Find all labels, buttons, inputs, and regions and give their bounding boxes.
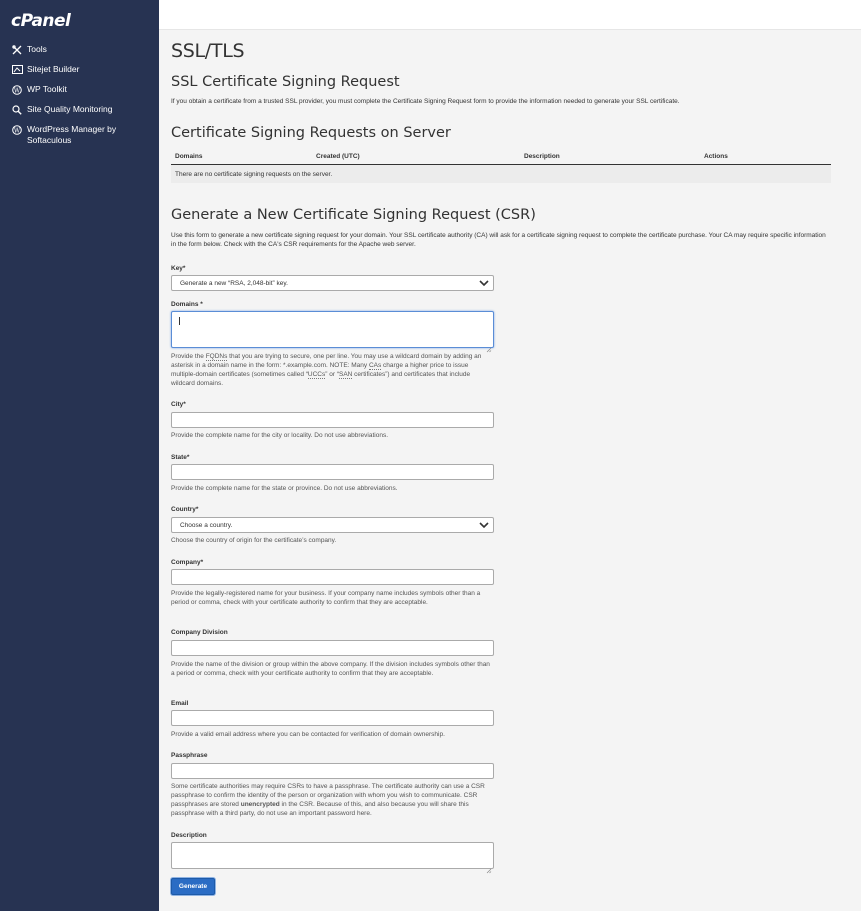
country-select[interactable]	[171, 517, 494, 533]
city-input[interactable]	[171, 412, 494, 428]
sidebar-item-tools[interactable]	[0, 44, 159, 55]
abbr-san: SAN	[338, 371, 353, 378]
domains-help	[171, 352, 494, 388]
sidebar-item-site-quality[interactable]	[0, 104, 159, 115]
email-label: Email	[171, 700, 189, 707]
generate-csr-heading: Generate a New Certificate Signing Request (CSR)	[171, 207, 536, 223]
sidebar-item-label: WordPress Manager by Softaculous	[27, 124, 117, 145]
abbr-fqdn: FQDNs	[205, 353, 228, 360]
chevron-down-icon	[479, 279, 489, 287]
key-label: Key*	[171, 265, 186, 272]
sidebar-item-wp-toolkit[interactable]	[0, 84, 159, 95]
sidebar-item-label: WP Toolkit	[27, 84, 67, 94]
resize-grip-icon[interactable]	[486, 340, 492, 346]
country-help: Choose the country of origin for the certificate’s company.	[171, 537, 337, 544]
sidebar-item-label: Sitejet Builder	[27, 64, 80, 74]
text-cursor	[179, 317, 180, 325]
passphrase-input[interactable]	[171, 763, 494, 779]
help-text: Provide the	[171, 353, 206, 360]
division-label: Company Division	[171, 629, 228, 636]
column-actions: Actions	[704, 153, 728, 160]
server-csr-heading: Certificate Signing Requests on Server	[171, 125, 451, 141]
description-label: Description	[171, 832, 207, 839]
sidebar-item-wordpress-manager[interactable]	[0, 124, 159, 146]
description-textarea[interactable]	[171, 842, 494, 869]
company-help: Provide the legally-registered name for your business. If your company name includes symbols other than a period or comma, check with your certificate authority to confirm that they are acceptable.	[171, 590, 481, 606]
wordpress-icon	[11, 84, 23, 95]
state-input[interactable]	[171, 464, 494, 480]
help-text: ” or “	[325, 371, 339, 378]
city-help: Provide the complete name for the city or locality. Do not use abbreviations.	[171, 432, 389, 439]
country-select-value: Choose a country.	[180, 521, 233, 529]
page-title: SSL/TLS	[171, 40, 245, 62]
sidebar-item-label: Site Quality Monitoring	[27, 104, 113, 114]
passphrase-help	[171, 782, 494, 818]
help-text: certificates”) and certificates that include wildcard domains.	[171, 371, 471, 387]
help-text: Some certificate authorities may require CSRs to have a passphrase. The certificate authority can use a CSR passphrase to confirm the identity of the person or organization with whom you wish to communicate. CSR passphrases are stored	[171, 783, 485, 808]
column-description[interactable]: Description	[524, 153, 560, 160]
key-select-value: Generate a new “RSA, 2,048-bit” key.	[180, 279, 288, 287]
column-domains[interactable]: Domains	[175, 153, 203, 160]
resize-grip-icon[interactable]	[486, 861, 492, 867]
column-created[interactable]: Created (UTC)	[316, 153, 360, 160]
csr-heading: SSL Certificate Signing Request	[171, 74, 400, 90]
company-input[interactable]	[171, 569, 494, 585]
sidebar-item-label: Tools	[27, 44, 47, 54]
svg-text:W: W	[13, 86, 21, 94]
tools-icon	[11, 44, 23, 55]
division-help: Provide the name of the division or group within the above company. If the division includes symbols other than a period or comma, check with your certificate authority to confirm that they are acceptable.	[171, 661, 490, 677]
csr-intro: If you obtain a certificate from a trusted SSL provider, you must complete the Certificate Signing Request form to provide the information needed to generate your SSL certificate.	[171, 98, 680, 105]
sitejet-icon	[11, 64, 23, 75]
top-bar	[159, 0, 861, 30]
empty-message: There are no certificate signing requests on the server.	[175, 170, 333, 178]
table-header	[171, 149, 831, 165]
company-label: Company*	[171, 559, 204, 566]
state-label: State*	[171, 454, 190, 461]
email-help: Provide a valid email address where you can be contacted for verification of domain ownership.	[171, 731, 445, 738]
csr-table	[171, 149, 831, 183]
sidebar	[0, 0, 159, 911]
chevron-down-icon	[479, 521, 489, 529]
division-input[interactable]	[171, 640, 494, 656]
domains-label: Domains *	[171, 301, 203, 308]
cpanel-logo[interactable]: cPanel	[11, 11, 71, 31]
help-emphasis: unencrypted	[240, 801, 280, 808]
help-text: in the CSR. Because of this, and also because you will share this passphrase with a third party, do not use an important password here.	[171, 801, 469, 817]
generate-intro: Use this form to generate a new certificate signing request for your domain. Your SSL certificate authority (CA) will ask for a certificate signing request to complete the certificate purchase. Your CA may require specific information in the form below. Check with the CA's CSR requirements for the Apache web server.	[171, 232, 826, 248]
email-input[interactable]	[171, 710, 494, 726]
domains-textarea[interactable]	[171, 311, 494, 348]
table-empty-row	[171, 165, 831, 183]
passphrase-label: Passphrase	[171, 752, 208, 759]
abbr-uccs: UCCs	[307, 371, 326, 378]
help-text: charge a higher price to issue multiple-domain certificates (sometimes called “	[171, 362, 469, 378]
sidebar-item-sitejet[interactable]	[0, 64, 159, 75]
wordpress-icon	[11, 124, 23, 135]
city-label: City*	[171, 401, 186, 408]
help-text: that you are trying to secure, one per line. You may use a wildcard domain by adding an asterisk in a domain name in the form: *.example.com. NOTE: Many	[171, 353, 482, 369]
generate-button[interactable]: Generate	[171, 878, 215, 895]
state-help: Provide the complete name for the state or province. Do not use abbreviations.	[171, 485, 398, 492]
country-label: Country*	[171, 506, 199, 513]
sidebar-nav	[0, 44, 159, 155]
search-icon	[11, 104, 23, 115]
abbr-cas: CAs	[368, 362, 382, 369]
key-select[interactable]	[171, 275, 494, 291]
svg-text:W: W	[13, 126, 21, 134]
